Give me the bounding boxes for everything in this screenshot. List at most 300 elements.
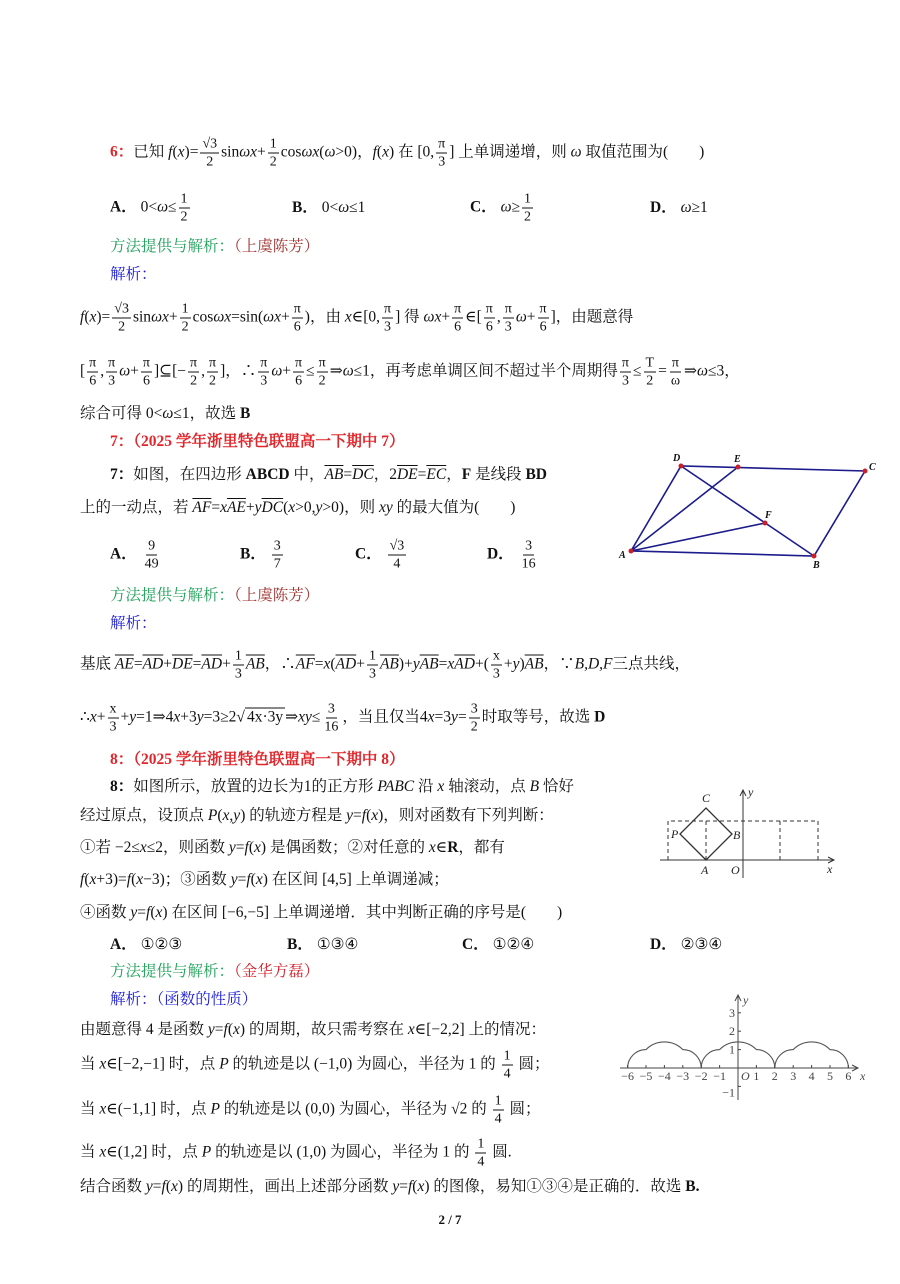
denominator: 4	[477, 1154, 485, 1170]
bold-text: ABCD	[245, 466, 290, 483]
math-variable: f	[244, 839, 249, 856]
math-variable: y	[392, 1178, 400, 1195]
y-tick-label: 3	[729, 1005, 735, 1020]
denominator: 3	[384, 319, 392, 335]
method-author: （金华方磊）	[234, 963, 320, 980]
text-segment: ]⊆[−	[153, 362, 187, 380]
label-b: B	[733, 828, 741, 842]
page-number: 2 / 7	[438, 1212, 462, 1227]
vector: $\overline{AD}$	[201, 655, 223, 673]
math-variable: ω	[697, 362, 708, 380]
y-tick-label: 1	[729, 1042, 735, 1057]
numerator: 3	[470, 701, 478, 717]
text-segment: (	[217, 807, 223, 824]
text-segment: 中，	[289, 466, 325, 483]
bold-text: D．	[487, 545, 514, 563]
text-segment: 当	[80, 1100, 100, 1118]
text-segment: =	[658, 362, 667, 380]
x-tick-label: −2	[694, 1069, 708, 1083]
numerator: 9	[148, 538, 156, 554]
text-segment: ) 的周期性，画出上述部分函数	[177, 1178, 393, 1195]
math-variable: ωx	[239, 143, 258, 161]
text-segment: ≤3，	[708, 362, 740, 380]
text-segment: 经过原点，设顶点	[80, 807, 208, 824]
text-segment: ]，∴	[220, 362, 257, 380]
text-segment: )=	[96, 308, 111, 326]
text-segment: ∈[−2,−1] 时，点	[106, 1055, 220, 1073]
math-variable: x	[99, 1143, 107, 1161]
text-segment: >0)，则	[322, 499, 379, 516]
text-segment: (	[150, 904, 156, 921]
math-variable: x	[89, 871, 97, 888]
text-segment: ∴	[80, 708, 90, 726]
numerator: π	[485, 301, 493, 317]
point-label-e: E	[734, 454, 741, 465]
text-segment: 是线段	[471, 466, 526, 483]
text-segment: +	[222, 655, 231, 673]
text-segment: ,	[496, 308, 501, 326]
numerator: π	[293, 301, 301, 317]
numerator: π	[671, 355, 679, 371]
text-segment: ] 上单调递增，则	[449, 143, 571, 161]
text-segment: 时取等号，故选	[481, 708, 595, 726]
denominator: 6	[454, 319, 462, 335]
math-variable: ω	[515, 308, 527, 326]
text-segment: ，2	[373, 466, 397, 483]
math-variable: f	[126, 871, 132, 888]
bold-text: D．	[650, 199, 677, 216]
method-label: 方法提供与解析：	[110, 963, 235, 980]
math-variable: x	[382, 143, 389, 161]
x-tick-label: −1	[713, 1069, 726, 1083]
math-variable: y	[451, 708, 458, 726]
text-segment: ≤2，则函数	[146, 839, 229, 856]
graph-origin-label: O	[741, 1069, 750, 1083]
math-variable: x	[220, 499, 227, 516]
text-segment: =	[235, 839, 245, 856]
text-segment: =	[457, 708, 467, 726]
denominator: 3	[504, 319, 512, 335]
text-segment: =	[314, 655, 324, 673]
text-segment: +	[356, 655, 365, 673]
math-variable: y	[230, 871, 238, 888]
label-p: P	[671, 827, 679, 841]
method-author: （上虞陈芳）	[234, 587, 320, 604]
text-segment: (	[248, 839, 255, 856]
text-segment: 0<	[136, 198, 158, 216]
text-segment: ,	[100, 362, 105, 380]
bold-text: A．	[110, 936, 137, 953]
math-variable: x	[222, 807, 230, 824]
q7-source: 7：（2025 学年浙里特色联盟高一下期中 7）	[110, 433, 405, 450]
text-segment: ∈[−2,2] 上的情况：	[414, 1021, 547, 1038]
text-segment: ) 在 [0,	[388, 143, 435, 161]
text-segment: 的轨迹是以 (−1,0) 为圆心，半径为 1 的	[228, 1055, 500, 1073]
math-variable: f	[407, 1178, 413, 1195]
math-variable: ω	[119, 362, 131, 380]
text-segment: >0)，	[335, 143, 373, 161]
text-segment: (	[319, 143, 325, 161]
radicand: 4x·3y	[246, 708, 284, 726]
text-segment: (	[84, 871, 90, 888]
text-segment: ∈(−1,1] 时，点	[106, 1100, 211, 1118]
label-c: C	[702, 791, 711, 805]
method-author: （上虞陈芳）	[234, 238, 320, 255]
text-segment: ,	[201, 362, 205, 380]
x-tick-label: 6	[845, 1069, 852, 1083]
math-variable: ωx	[151, 308, 169, 326]
q8-analysis-label: 解析：（函数的性质）	[110, 991, 258, 1008]
denominator: 2	[318, 373, 326, 389]
text-segment: +	[168, 308, 178, 326]
numerator: 1	[269, 136, 277, 152]
text-segment: 已知	[133, 143, 169, 161]
math-variable: P	[207, 807, 218, 824]
question-number: 6：	[110, 143, 134, 161]
vector: $\overline{DC}$	[261, 499, 284, 516]
text-segment: 取值范围为( )	[581, 143, 705, 161]
math-variable: y	[315, 499, 323, 516]
math-variable: f	[80, 308, 85, 326]
text-segment: ，当且仅当4	[342, 708, 428, 726]
text-segment: ⇒	[684, 362, 698, 380]
label-x: x	[827, 862, 833, 876]
text-segment: (	[84, 308, 90, 326]
text-segment: =	[417, 466, 427, 483]
text-segment: ，都有	[458, 839, 505, 856]
math-variable: y	[346, 807, 353, 824]
point-label-c: C	[869, 462, 876, 473]
math-variable: ω	[271, 362, 283, 380]
x-tick-label: 2	[771, 1069, 778, 1083]
text-segment: 如图，在四边形	[133, 466, 246, 483]
denominator: 2	[209, 373, 217, 389]
bold-text: B.	[685, 1178, 700, 1195]
math-variable: ω	[680, 199, 692, 216]
vector: $\overline{AB}$	[379, 655, 399, 673]
math-variable: ωx	[423, 308, 442, 326]
q7-analysis-label: 解析：	[110, 615, 157, 632]
math-variable: y	[254, 499, 262, 516]
math-variable: x	[233, 1021, 240, 1038]
denominator: ω	[670, 373, 681, 389]
text-segment: =	[211, 499, 221, 516]
text-segment: +	[526, 308, 536, 326]
x-tick-label: 1	[753, 1069, 760, 1083]
vector: $\overline{AE}$	[226, 499, 246, 516]
text-segment: 圆；	[505, 1100, 541, 1118]
text-segment: 当	[80, 1055, 100, 1073]
denominator: 2	[646, 373, 654, 389]
numerator: π	[209, 355, 217, 371]
text-segment: )	[519, 655, 525, 673]
text-segment: (	[412, 1178, 418, 1195]
numerator: 3	[327, 701, 335, 717]
text-segment: ，∴	[264, 655, 296, 673]
text-segment: +	[130, 362, 139, 380]
text-segment: +	[120, 708, 130, 726]
numerator: 1	[180, 191, 188, 207]
label-o: O	[731, 863, 740, 877]
method-label: 方法提供与解析：	[110, 587, 235, 604]
vector: $\overline{AB}$	[419, 655, 439, 673]
math-variable: x	[171, 1178, 178, 1195]
vector: $\overline{AB}$	[524, 655, 544, 673]
math-variable: ωx	[301, 143, 320, 161]
denominator: 6	[89, 373, 97, 389]
math-variable: ω	[324, 143, 336, 161]
text-segment: ≤	[311, 708, 321, 726]
text-segment: ≤1，再考虑单调区间不超过半个周期得	[353, 362, 618, 380]
text-segment: ]，由题意得	[550, 308, 634, 326]
denominator: 3	[260, 373, 268, 389]
math-variable: x	[255, 871, 263, 888]
point-label-b: B	[813, 560, 820, 571]
math-variable: ω	[338, 199, 350, 216]
vector: $\overline{DC}$	[352, 466, 374, 483]
text-segment: 三点共线，	[612, 655, 691, 673]
math-variable: y	[130, 904, 138, 921]
text-segment: +	[441, 308, 451, 326]
text-segment: 由题意得 4 是函数	[80, 1021, 208, 1038]
bold-text: BD	[525, 466, 547, 483]
denominator: 3	[368, 666, 376, 682]
math-variable: f	[361, 807, 367, 824]
denominator: 4	[494, 1111, 502, 1127]
denominator: 16	[324, 719, 339, 735]
text-segment: 圆；	[514, 1055, 550, 1073]
denominator: 6	[295, 373, 303, 389]
math-variable: f	[161, 1178, 166, 1195]
math-variable: xy	[378, 499, 393, 516]
bold-text: A．	[110, 198, 137, 216]
text-segment: ,	[229, 807, 234, 824]
text-segment: +3	[180, 708, 197, 726]
math-variable: y	[228, 839, 236, 856]
bold-text: B	[239, 405, 251, 422]
text-segment: +(	[474, 655, 489, 673]
text-segment: ] 得	[395, 308, 424, 326]
text-segment: =	[137, 904, 147, 921]
math-variable: P	[219, 1055, 229, 1073]
text-segment: (	[376, 143, 383, 161]
text-segment: 如图所示，放置的边长为1的正方形	[133, 778, 378, 795]
math-variable: B	[529, 778, 540, 795]
text-segment: ) 的轨迹方程是	[240, 807, 347, 824]
y-tick-label: −1	[722, 1085, 735, 1100]
denominator: 2	[118, 319, 126, 335]
text-segment: 的轨迹是以 (0,0) 为圆心，半径为 √2 的	[219, 1100, 491, 1118]
x-tick-label: −4	[658, 1069, 671, 1083]
vector: $\overline{AF}$	[295, 655, 315, 673]
text-segment: 结合函数	[80, 1178, 146, 1195]
denominator: 3	[108, 373, 116, 389]
text-segment: 0<	[317, 199, 339, 216]
bold-text: C．	[355, 545, 382, 563]
text-segment: ①②④	[488, 936, 535, 953]
text-segment: (	[165, 1178, 172, 1195]
text-segment: =	[214, 1021, 224, 1038]
x-tick-label: 5	[827, 1069, 833, 1083]
text-segment: ①②③	[136, 936, 183, 953]
text-segment: (	[283, 499, 289, 516]
math-variable: x	[323, 655, 331, 673]
math-variable: f	[80, 871, 85, 888]
text-segment: ≤1	[349, 199, 366, 216]
x-tick-label: 3	[790, 1069, 797, 1083]
denominator: 16	[521, 556, 536, 572]
x-tick-label: 4	[808, 1069, 815, 1083]
text-segment: )，由	[304, 308, 345, 326]
x-tick-label: −6	[621, 1069, 634, 1083]
text-segment: ≤	[633, 362, 642, 380]
vector: $\overline{AB}$	[324, 466, 344, 483]
math-variable: ω	[342, 362, 354, 380]
method-label: 方法提供与解析：	[110, 238, 235, 255]
math-variable: y	[412, 655, 420, 673]
text-segment: 综合可得 0<	[80, 405, 163, 422]
denominator: 3	[234, 666, 242, 682]
text-segment: ≥	[511, 198, 521, 216]
bold-text: A．	[110, 545, 137, 563]
numerator: 3	[525, 538, 533, 554]
math-variable: x	[173, 708, 181, 726]
numerator: π	[190, 355, 198, 371]
math-variable: ω	[500, 198, 512, 216]
math-variable: f	[223, 1021, 228, 1038]
text-segment: cos	[192, 308, 214, 326]
label-y: y	[748, 785, 754, 799]
math-variable: x	[407, 1021, 415, 1038]
math-variable: x	[428, 839, 436, 856]
bold-text: D	[594, 708, 606, 726]
text-segment: ≤1，故选	[173, 405, 240, 422]
numerator: 1	[181, 301, 189, 317]
bold-text: 7：	[110, 466, 134, 483]
x-tick-label: −5	[639, 1069, 653, 1083]
text-segment: =	[438, 655, 448, 673]
math-variable: x	[99, 1100, 107, 1118]
math-variable: x	[99, 1055, 107, 1073]
text-segment: 沿	[414, 778, 438, 795]
q6-analysis-label: 解析：	[110, 266, 157, 283]
numerator: √3	[114, 301, 129, 317]
graph-x-label: x	[860, 1069, 866, 1083]
denominator: 4	[393, 556, 401, 572]
text-segment: =	[192, 655, 202, 673]
denominator: 2	[180, 209, 188, 225]
text-segment: (	[330, 655, 336, 673]
denominator: 4	[503, 1066, 511, 1082]
denominator: 6	[293, 319, 301, 335]
vector: $\overline{AD}$	[454, 655, 475, 673]
vector: $\overline{DE}$	[396, 466, 418, 483]
math-variable: x	[89, 708, 97, 726]
text-segment: =	[343, 466, 353, 483]
denominator: 7	[273, 556, 281, 572]
vector: $\overline{AE}$	[114, 655, 134, 673]
text-segment: =	[353, 807, 362, 824]
numerator: π	[384, 301, 392, 317]
denominator: 2	[269, 154, 277, 170]
math-variable: PABC	[377, 778, 415, 795]
text-segment: +	[96, 708, 106, 726]
text-segment: ≤	[306, 362, 315, 380]
text-segment: =	[133, 655, 143, 673]
math-variable: ωx	[263, 308, 281, 326]
math-variable: B,D,F	[574, 655, 613, 673]
math-variable: xy	[298, 708, 312, 726]
math-variable: y	[129, 708, 137, 726]
numerator: π	[438, 136, 446, 152]
text-segment: (	[172, 143, 178, 161]
math-variable: y	[196, 708, 204, 726]
numerator: x	[492, 648, 500, 664]
text-segment: (	[366, 807, 372, 824]
text-segment: 的最大值为( )	[392, 499, 516, 516]
point-label-a: A	[619, 550, 626, 561]
math-variable: ωx	[213, 308, 232, 326]
denominator: 2	[524, 209, 532, 225]
q8-source: 8：（2025 学年浙里特色联盟高一下期中 8）	[110, 751, 405, 768]
vector: $\overline{AB}$	[245, 655, 265, 673]
math-variable: y	[145, 1178, 153, 1195]
math-variable: f	[246, 871, 251, 888]
text-segment: ) 在区间 [4,5] 上单调递减；	[262, 871, 449, 888]
text-segment: ，	[446, 466, 462, 483]
math-variable: x	[427, 708, 435, 726]
text-segment: 上的一动点，若	[80, 499, 193, 516]
numerator: 1	[503, 1048, 511, 1064]
numerator: π	[454, 301, 462, 317]
math-variable: x	[177, 143, 185, 161]
math-variable: P	[201, 1143, 212, 1161]
denominator: 6	[142, 373, 150, 389]
math-variable: x	[371, 807, 379, 824]
text-segment: +	[282, 362, 292, 380]
denominator: 3	[492, 666, 500, 682]
text-segment: )，则对函数有下列判断：	[378, 807, 554, 824]
math-variable: ω	[570, 143, 582, 161]
math-variable: x	[89, 308, 97, 326]
text-segment: ②③④	[676, 936, 723, 953]
math-variable: y	[207, 1021, 215, 1038]
math-variable: f	[146, 904, 151, 921]
numerator: π	[295, 355, 303, 371]
text-segment: ∈	[435, 839, 448, 856]
text-segment: =	[152, 1178, 162, 1195]
math-variable: x	[136, 871, 144, 888]
numerator: 1	[494, 1093, 502, 1109]
text-segment: +	[503, 655, 513, 673]
numerator: 1	[234, 648, 242, 664]
text-segment: ≤	[168, 198, 177, 216]
text-segment: =1⇒4	[136, 708, 174, 726]
text-segment: ⇒	[329, 362, 343, 380]
point-label-f: F	[765, 510, 772, 521]
numerator: π	[504, 301, 512, 317]
numerator: x	[109, 701, 117, 717]
vector: $\overline{AF}$	[192, 499, 212, 516]
text-segment: +3)=	[96, 871, 127, 888]
math-variable: x	[447, 655, 455, 673]
text-segment: ≥1	[691, 199, 708, 216]
denominator: 3	[109, 719, 117, 735]
numerator: 3	[273, 538, 281, 554]
math-variable: y	[512, 655, 520, 673]
text-segment: ，∵	[543, 655, 575, 673]
vector: $\overline{AD}$	[142, 655, 164, 673]
